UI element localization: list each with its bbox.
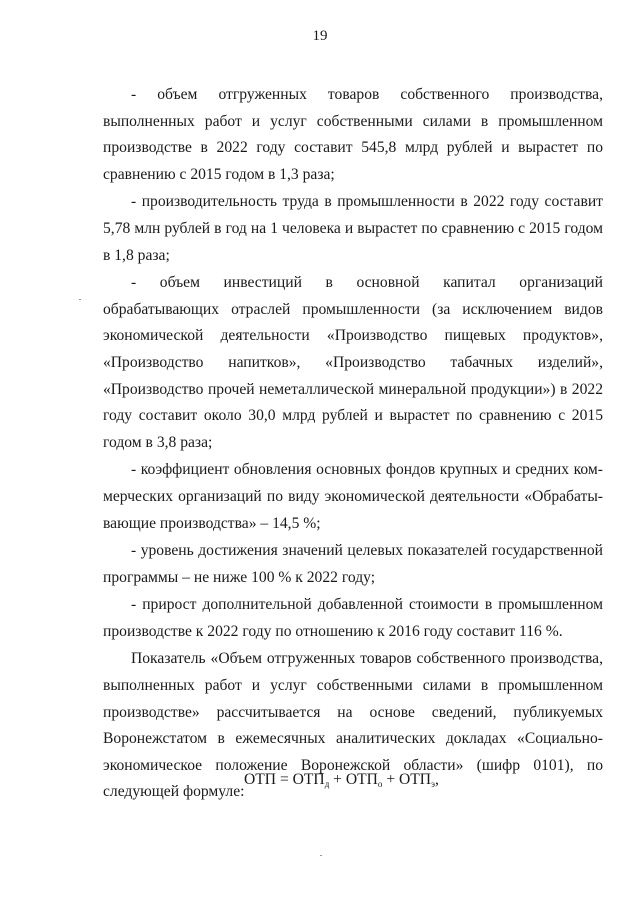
paragraph-target-indicators: - уровень достижения значений целевых показателей государственной программы – не ниже 100 % к 2022 году; <box>103 542 603 586</box>
document-body <box>103 82 603 807</box>
paragraph-fixed-assets: - коэффициент обновления основных фондов крупных и средних коммерческих организаций по виду экономической деятельности «Обрабатывающие производства» – 14,5 %; <box>103 461 603 532</box>
paragraph-shipped-goods: - объем отгруженных товаров собственного производства, выполненных работ и услуг собственными силами в промышленном производстве в 2022 году составит 545,8 млрд рублей и вырастет по сравнению с 2015 годом в 1,3 раза; <box>103 86 603 183</box>
formula-lhs: ОТП = ОТП <box>244 771 325 788</box>
page-number: 19 <box>312 28 328 44</box>
paragraph-indicator-method: Показатель «Объем отгруженных товаров собственного производства, выполненных работ и услуг собственными силами в промышленном производстве» рассчитывается на основе сведений, публикуемых Воронежстатом в ежемесячных аналитических докладах «Социально-экономическое положение Воронежской области» (шифр 0101), по следующей формуле: <box>103 650 603 801</box>
paragraph-labor-productivity: - производительность труда в промышленности в 2022 году составит 5,78 млн рублей в год на 1 человека и вырастет по сравнению с 2015 годом в 1,8 раза; <box>103 193 603 264</box>
formula <box>244 771 439 789</box>
paragraph-investment: - объем инвестиций в основной капитал организаций обрабатывающих отраслей промышленности (за исключением видов экономической деятельности «Производство пищевых продуктов», «Производство напитков», «Производство табачных изделий», «Производство прочей неметаллической минеральной продукции») в 2022 году составит около 30,0 млрд рублей и вырастет по сравнению с 2015 годом в 3,8 раза; <box>103 274 603 451</box>
formula-tail: , <box>434 771 439 788</box>
formula-sub-o: о <box>377 779 383 789</box>
formula-plus-2: + ОТП <box>382 771 432 788</box>
formula-plus-1: + ОТП <box>329 771 378 788</box>
paragraph-added-value: - прирост дополнительной добавленной стоимости в промышленном производстве к 2022 году по отношению к 2016 году составит 116 %. <box>103 596 603 640</box>
scan-speck <box>79 299 81 300</box>
formula-sub-d: д <box>324 779 330 789</box>
scan-speck <box>320 855 322 856</box>
formula-sub-e: э <box>431 779 435 789</box>
